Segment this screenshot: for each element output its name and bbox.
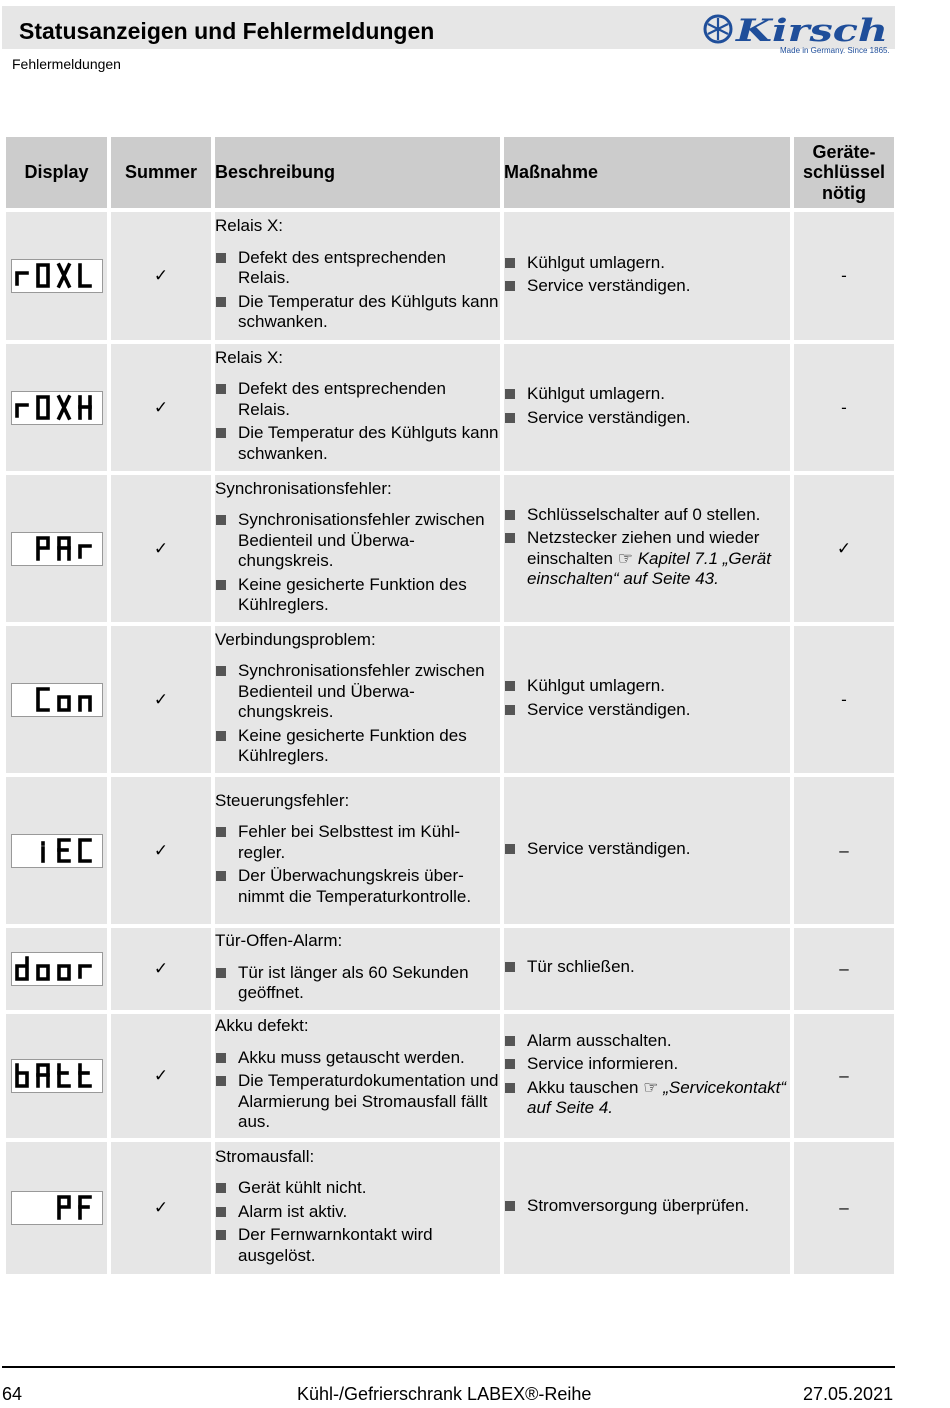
measure-cell bbox=[504, 212, 790, 340]
lcd-char bbox=[80, 697, 90, 710]
lcd-char bbox=[17, 958, 27, 979]
table-row bbox=[6, 212, 894, 340]
measure-item: Stromversorgung überprüfen. bbox=[504, 1196, 790, 1217]
document-date: 27.05.2021 bbox=[803, 1384, 894, 1404]
col-schluessel-line: nötig bbox=[822, 182, 866, 203]
description-cell bbox=[215, 1014, 500, 1138]
lcd-segment bbox=[80, 546, 90, 557]
lcd-char bbox=[59, 1197, 69, 1218]
lcd-char bbox=[17, 273, 27, 284]
lcd-char bbox=[38, 265, 48, 286]
description-cell bbox=[215, 344, 500, 471]
col-summer: Summer bbox=[111, 137, 211, 208]
col-schluessel-line: Geräte- bbox=[812, 141, 876, 162]
description-item: Tür ist länger als 60 Sekunden geöffnet. bbox=[215, 963, 500, 1004]
display-cell bbox=[6, 777, 107, 924]
device-key-required: – bbox=[794, 1014, 894, 1138]
lcd-char bbox=[80, 1197, 90, 1218]
lcd-char bbox=[38, 966, 48, 979]
device-key-required: ✓ bbox=[794, 475, 894, 622]
device-key-required: - bbox=[794, 626, 894, 773]
table-row bbox=[6, 1142, 894, 1274]
table-row bbox=[6, 344, 894, 471]
lcd-char bbox=[80, 265, 90, 286]
cross-reference-icon: ☞ bbox=[643, 1077, 664, 1097]
device-key-required: – bbox=[794, 777, 894, 924]
display-cell bbox=[6, 212, 107, 340]
description-title: Stromausfall: bbox=[215, 1146, 315, 1166]
description-item: Defekt des entsprechenden Relais. bbox=[215, 248, 500, 289]
description-cell bbox=[215, 626, 500, 773]
measure-item: Kühlgut umlagern. bbox=[504, 253, 790, 274]
lcd-display bbox=[11, 1191, 103, 1225]
description-cell bbox=[215, 777, 500, 924]
measure-text: Alarm ausschalten. bbox=[527, 1030, 672, 1050]
measure-item bbox=[504, 1078, 790, 1119]
description-item: Die Temperaturdokumentation und Alarmierung bei Stromausfall fällt aus. bbox=[215, 1071, 500, 1133]
description-item: Die Temperatur des Kühlguts kann schwanken. bbox=[215, 292, 500, 333]
measure-text: Netzstecker ziehen und wieder einschalten bbox=[527, 528, 760, 568]
display-cell bbox=[6, 626, 107, 773]
lcd-segment-display bbox=[12, 392, 102, 424]
lcd-display bbox=[11, 259, 103, 293]
display-cell bbox=[6, 344, 107, 471]
svg-text:Made in Germany. Since 1865.: Made in Germany. Since 1865. bbox=[780, 46, 890, 54]
table-row bbox=[6, 777, 894, 924]
lcd-segment bbox=[38, 538, 48, 559]
description-title: Synchronisationsfehler: bbox=[215, 478, 392, 498]
lcd-segment bbox=[38, 265, 48, 286]
measure-item: Tür schließen. bbox=[504, 957, 790, 978]
measure-item: Service verständigen. bbox=[504, 408, 790, 429]
measure-item: Service verständigen. bbox=[504, 276, 790, 297]
lcd-segment-display bbox=[12, 1060, 102, 1092]
lcd-display bbox=[11, 391, 103, 425]
lcd-segment bbox=[80, 1065, 90, 1086]
measure-cell bbox=[504, 475, 790, 622]
measure-item: Service verständigen. bbox=[504, 839, 790, 860]
measure-cell bbox=[504, 626, 790, 773]
description-item: Der Fernwarnkontakt wird ausgelöst. bbox=[215, 1225, 500, 1266]
lcd-segment-display bbox=[12, 684, 102, 716]
lcd-segment bbox=[38, 689, 48, 710]
description-title: Relais X: bbox=[215, 347, 284, 367]
lcd-segment-display bbox=[12, 533, 102, 565]
description-cell bbox=[215, 212, 500, 340]
display-cell bbox=[6, 928, 107, 1010]
table-row bbox=[6, 928, 894, 1010]
measure-cell bbox=[504, 928, 790, 1010]
table-row bbox=[6, 626, 894, 773]
description-item: Defekt des entsprechenden Relais. bbox=[215, 379, 500, 420]
lcd-char bbox=[80, 546, 90, 557]
lcd-char bbox=[80, 966, 90, 977]
description-item: Keine gesicherte Funktion des Kühlreglers. bbox=[215, 575, 500, 616]
table-header-row bbox=[6, 137, 894, 208]
description-item: Die Temperatur des Kühlguts kann schwanken. bbox=[215, 423, 500, 464]
page-number: 64 bbox=[2, 1384, 23, 1404]
col-massnahme: Maßnahme bbox=[504, 137, 790, 208]
lcd-segment bbox=[17, 958, 27, 979]
cross-reference-link[interactable]: Kapitel 7.1 „Gerät einschalten“ auf Seite 43. bbox=[527, 548, 771, 588]
lcd-segment-display bbox=[12, 1192, 102, 1224]
summer-check-icon: ✓ bbox=[111, 475, 211, 622]
lcd-segment bbox=[80, 697, 90, 710]
display-cell bbox=[6, 1014, 107, 1138]
lcd-display bbox=[11, 683, 103, 717]
description-cell bbox=[215, 928, 500, 1010]
measure-text: Schlüsselschalter auf 0 stellen. bbox=[527, 504, 761, 524]
section-subtitle: Fehlermeldungen bbox=[12, 56, 121, 72]
lcd-char bbox=[59, 697, 69, 710]
lcd-char bbox=[59, 840, 69, 861]
col-schluessel-line: schlüssel bbox=[802, 162, 886, 183]
table-row bbox=[6, 1014, 894, 1138]
lcd-display bbox=[11, 952, 103, 986]
lcd-char bbox=[80, 840, 90, 861]
lcd-segment bbox=[59, 1065, 69, 1086]
footer-rule bbox=[2, 1366, 895, 1368]
measure-text: Service informieren. bbox=[527, 1054, 679, 1073]
kirsch-logo bbox=[700, 12, 892, 54]
lcd-segment bbox=[59, 697, 69, 710]
device-key-required: – bbox=[794, 928, 894, 1010]
lcd-char bbox=[38, 397, 48, 418]
description-cell bbox=[215, 1142, 500, 1274]
lcd-display bbox=[11, 834, 103, 868]
measure-cell bbox=[504, 1014, 790, 1138]
summer-check-icon: ✓ bbox=[111, 344, 211, 471]
device-key-required: – bbox=[794, 1142, 894, 1274]
lcd-segment bbox=[80, 265, 90, 286]
measure-item: Service verständigen. bbox=[504, 700, 790, 721]
description-item: Gerät kühlt nicht. bbox=[215, 1178, 500, 1199]
page-title: Statusanzeigen und Fehlermeldungen bbox=[19, 18, 435, 44]
measure-item bbox=[504, 1031, 790, 1052]
lcd-char bbox=[17, 405, 27, 416]
description-title: Relais X: bbox=[215, 216, 284, 236]
lcd-char bbox=[59, 538, 69, 559]
cross-reference-icon: ☞ bbox=[617, 548, 638, 568]
lcd-segment bbox=[80, 840, 90, 861]
description-item: Akku muss getauscht werden. bbox=[215, 1048, 500, 1069]
lcd-char bbox=[59, 1065, 69, 1086]
measure-item bbox=[504, 528, 790, 590]
lcd-char bbox=[59, 397, 69, 418]
summer-check-icon: ✓ bbox=[111, 1142, 211, 1274]
description-item: Synchronisationsfehler zwischen Bedienteil und Überwachungskreis. bbox=[215, 510, 500, 572]
lcd-segment-display bbox=[12, 835, 102, 867]
lcd-segment bbox=[38, 966, 48, 979]
svg-text:Kirsch: Kirsch bbox=[734, 13, 888, 49]
description-title: Tür-Offen-Alarm: bbox=[215, 931, 343, 951]
lcd-char bbox=[80, 397, 90, 418]
measure-item: Kühlgut umlagern. bbox=[504, 384, 790, 405]
summer-check-icon: ✓ bbox=[111, 212, 211, 340]
measure-item bbox=[504, 505, 790, 526]
description-item: Alarm ist aktiv. bbox=[215, 1202, 500, 1223]
error-table bbox=[2, 133, 898, 1278]
lcd-display bbox=[11, 532, 103, 566]
description-item: Der Überwachungskreis übernimmt die Temperaturkontrolle. bbox=[215, 866, 500, 907]
lcd-segment bbox=[59, 966, 69, 979]
device-key-required: - bbox=[794, 212, 894, 340]
col-beschreibung: Beschreibung bbox=[215, 137, 500, 208]
lcd-segment bbox=[59, 1197, 69, 1218]
lcd-segment bbox=[17, 405, 27, 416]
lcd-char bbox=[59, 966, 69, 979]
description-title: Verbindungsproblem: bbox=[215, 629, 376, 649]
table-row bbox=[6, 475, 894, 622]
summer-check-icon: ✓ bbox=[111, 777, 211, 924]
summer-check-icon: ✓ bbox=[111, 1014, 211, 1138]
lcd-char bbox=[59, 265, 69, 286]
measure-cell bbox=[504, 1142, 790, 1274]
display-cell bbox=[6, 475, 107, 622]
lcd-segment bbox=[17, 1065, 27, 1086]
description-item: Fehler bei Selbsttest im Kühlregler. bbox=[215, 822, 500, 863]
page-header bbox=[2, 6, 895, 54]
lcd-char bbox=[80, 1065, 90, 1086]
lcd-char bbox=[17, 1065, 27, 1086]
description-title: Steuerungsfehler: bbox=[215, 790, 350, 810]
lcd-display bbox=[11, 1059, 103, 1093]
col-schluessel bbox=[794, 137, 894, 208]
lcd-char bbox=[38, 1065, 48, 1086]
lcd-segment bbox=[80, 966, 90, 977]
lcd-segment-display bbox=[12, 953, 102, 985]
description-item: Synchronisationsfehler zwischen Bedienteil und Überwachungskreis. bbox=[215, 661, 500, 723]
col-display: Display bbox=[6, 137, 107, 208]
cross-reference-link[interactable]: „Servicekontakt“ auf Seite 4. bbox=[527, 1077, 787, 1117]
lcd-char bbox=[38, 538, 48, 559]
lcd-segment-display bbox=[12, 260, 102, 292]
measure-cell bbox=[504, 777, 790, 924]
measure-item bbox=[504, 1054, 790, 1075]
description-item: Keine gesicherte Funktion des Kühlreglers. bbox=[215, 726, 500, 767]
lcd-char bbox=[38, 689, 48, 710]
lcd-segment bbox=[17, 273, 27, 284]
lcd-segment bbox=[38, 397, 48, 418]
summer-check-icon: ✓ bbox=[111, 626, 211, 773]
measure-cell bbox=[504, 344, 790, 471]
device-key-required: - bbox=[794, 344, 894, 471]
display-cell bbox=[6, 1142, 107, 1274]
description-title: Akku defekt: bbox=[215, 1016, 309, 1036]
measure-text: Akku tauschen bbox=[527, 1077, 644, 1097]
description-cell bbox=[215, 475, 500, 622]
measure-item: Kühlgut umlagern. bbox=[504, 676, 790, 697]
summer-check-icon: ✓ bbox=[111, 928, 211, 1010]
document-title: Kühl-/Gefrierschrank LABEX®-Reihe bbox=[297, 1384, 592, 1404]
